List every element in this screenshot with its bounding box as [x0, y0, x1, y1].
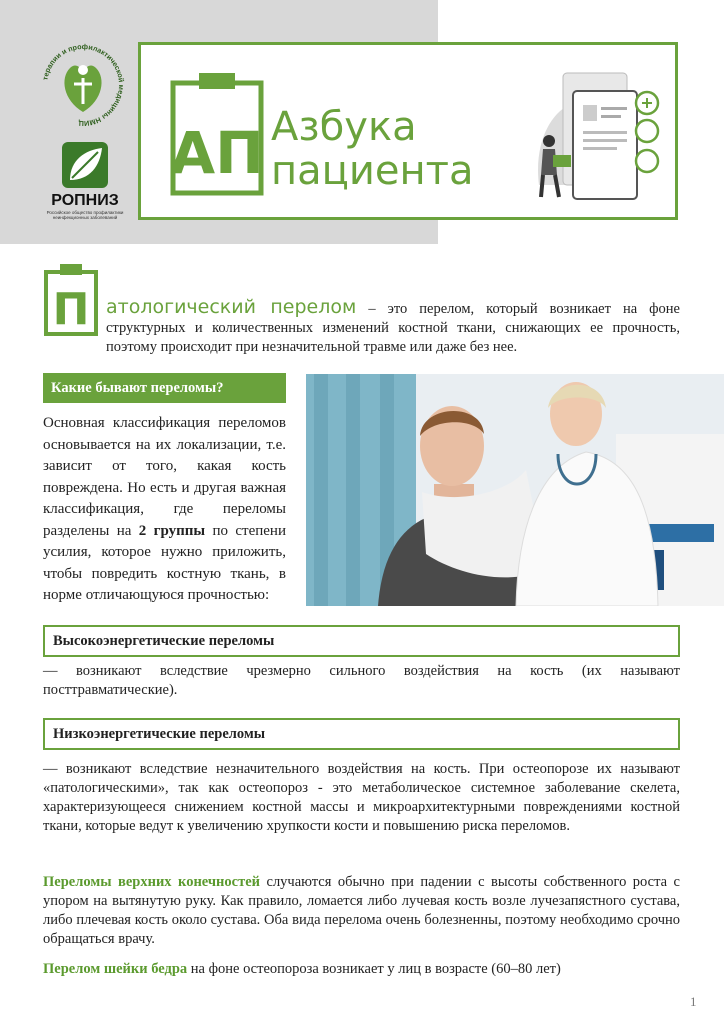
upper-limbs-text: случаются обычно при падении с высоты собственного роста с упором на вытянутую руку. Как правило, ломается либо лучевая кость возле лучезапястного сустава, либо плечевая кость около сустава. Оба вида перелома очень болезненны, поэтому необходимо срочно обращаться врачу.	[43, 874, 680, 947]
ropniz-subtitle: Российское общество профилактики неинфекционных заболеваний	[46, 210, 124, 220]
ropniz-logo	[40, 140, 130, 222]
upper-limbs-lead: Переломы верхних конечностей	[43, 874, 261, 890]
low-energy-text: — возникают вследствие незначительного воздействия на кость. При остеопорозе их называют «патологическими», так как остеопороз - это метаболическое системное заболевание скелета, характеризующееся снижением костной массы и микроархитектурными повреждениями костной ткани, которые ведут к увеличению хрупкости кости и повышению риска переломов.	[43, 761, 680, 834]
high-energy-title: Высокоэнергетические переломы	[43, 625, 680, 657]
classification-text-2: по степени усилия, которое нужно приложить, чтобы повредить костную ткань, в норме отличающуюся прочностью:	[43, 522, 286, 603]
intro-text: – это перелом, который возникает на фоне структурных и количественных изменений костной ткани, снижающих ее прочность, поэтому происходит при незначительной травме или даже без нее.	[106, 301, 680, 355]
nmic-logo	[38, 40, 128, 130]
badge-letters: АП	[170, 119, 264, 187]
medical-illustration-icon	[529, 65, 669, 205]
low-energy-title: Низкоэнергетические переломы	[43, 718, 680, 750]
high-energy-text: — возникают вследствие чрезмерно сильного воздействия на кость (их называют посттравматические).	[43, 663, 680, 698]
section-heading: Какие бывают переломы?	[43, 373, 286, 403]
dropcap-letter: П	[52, 284, 90, 335]
header-box	[138, 42, 678, 220]
page-title	[271, 105, 473, 193]
femoral-neck-text: на фоне остеопороза возникает у лиц в возрасте (60–80 лет)	[187, 961, 561, 977]
femoral-neck-lead: Перелом шейки бедра	[43, 961, 188, 977]
clipboard-ap-icon	[169, 69, 265, 197]
leaf-icon	[40, 140, 130, 190]
intro-paragraph	[106, 298, 680, 357]
upper-limbs-paragraph	[43, 873, 680, 949]
clipboard-p-icon	[43, 262, 99, 336]
femoral-neck-paragraph	[43, 960, 680, 979]
nmic-arc-text: терапии и профилактической медицины НМИЦ	[40, 41, 127, 129]
title-line-1: Азбука	[271, 104, 417, 150]
classification-paragraph	[43, 413, 286, 607]
page-number: 1	[690, 994, 697, 1009]
doctor-patient-photo	[306, 374, 724, 606]
title-line-2: пациента	[271, 148, 474, 194]
classification-text-1: Основная классификация переломов основывается на их локализации, т.е. зависит от того, какая кость повреждена. Но есть и другая важная классификация, где переломы разделены на	[43, 415, 286, 539]
ropniz-name: РОПНИЗ	[51, 192, 119, 209]
classification-bold: 2 группы	[138, 522, 206, 539]
intro-lead: атологический перелом	[106, 296, 357, 318]
